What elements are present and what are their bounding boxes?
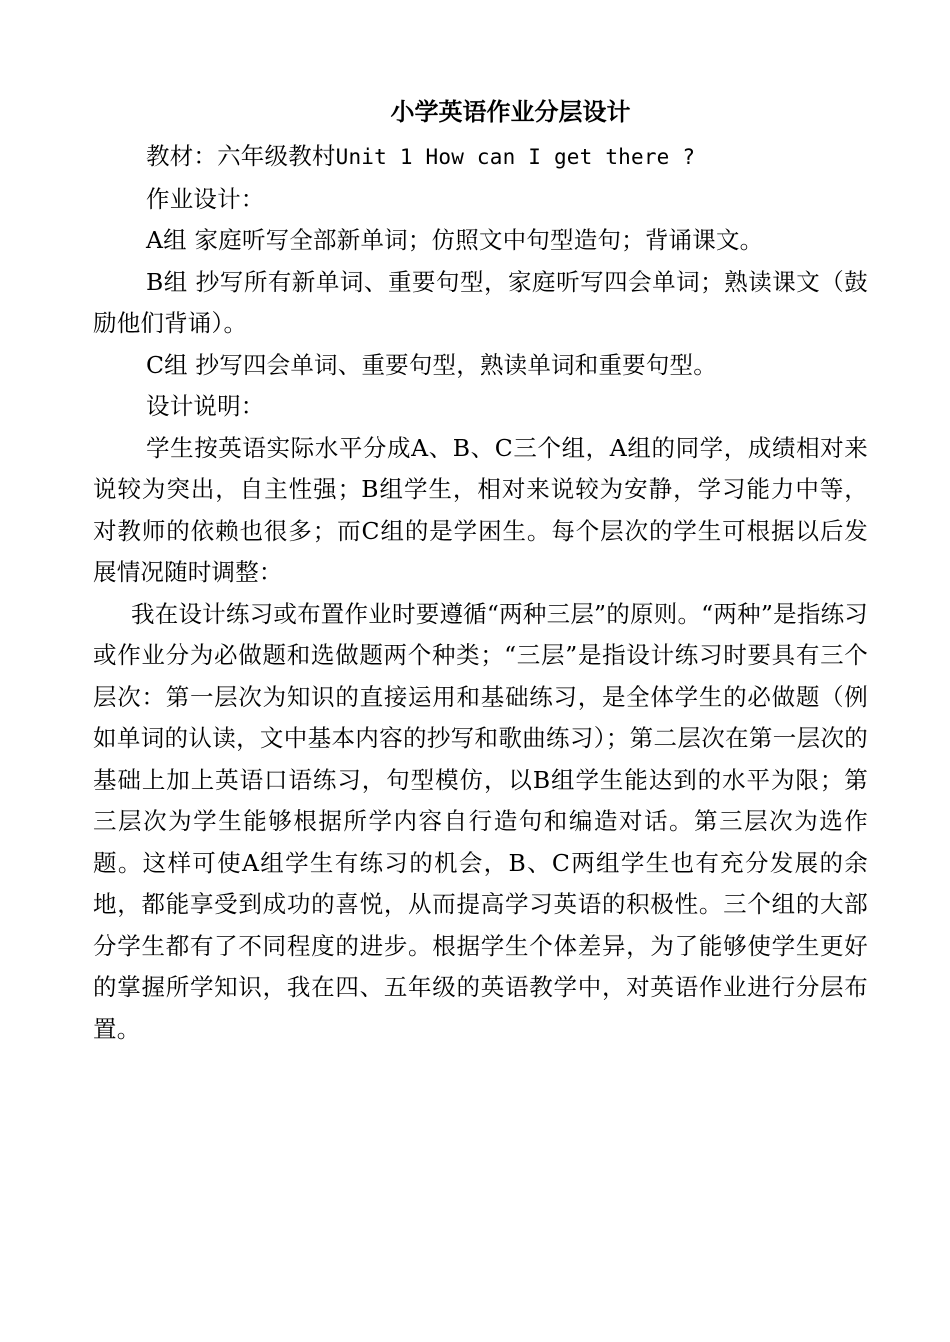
textbook-unit: Unit 1 How can I get there ? <box>335 145 696 169</box>
textbook-line <box>93 136 868 179</box>
group-c-paragraph: C组 抄写四会单词、重要句型，熟读单词和重要句型。 <box>146 350 717 379</box>
explanation-paragraph-2: 我在设计练习或布置作业时要遵循“两种三层”的原则。“两种”是指练习或作业分为必做题和选做题两个种类；“三层”是指设计练习时要具有三个层次：第一层次为知识的直接运用和基础练习，是全体学生的必做题（例如单词的认读，文中基本内容的抄写和歌曲练习）；第二层次在第一层次的基础上加上英语口语练习，句型模仿，以B组学生能达到的水平为限；第三层次为学生能够根据所学内容自行造句和编造对话。第三层次为选作题。这样可使A组学生有练习的机会，B、C两组学生也有充分发展的余地，都能享受到成功的喜悦，从而提高学习英语的积极性。三个组的大部分学生都有了不同程度的进步。根据学生个体差异，为了能够使学生更好的掌握所学知识，我在四、五年级的英语教学中，对英语作业进行分层布置。 <box>93 599 868 1043</box>
document-page <box>93 92 868 1050</box>
design-heading: 作业设计： <box>146 184 265 213</box>
document-title: 小学英语作业分层设计 <box>390 98 631 126</box>
textbook-label: 教材：六年级教村 <box>146 142 336 170</box>
group-a-paragraph: A组 家庭听写全部新单词；仿照文中句型造句；背诵课文。 <box>146 226 764 254</box>
explanation-paragraph-1: 学生按英语实际水平分成A、B、C三个组，A组的同学，成绩相对来说较为突出，自主性强；B组学生，相对来说较为安静，学习能力中等，对教师的依赖也很多；而C组的是学困生。每个层次的学生可根据以后发展情况随时调整： <box>93 433 868 586</box>
explanation-heading: 设计说明： <box>146 392 265 420</box>
group-b-paragraph: B组 抄写所有新单词、重要句型，家庭听写四会单词；熟读课文（鼓励他们背诵）。 <box>93 267 868 337</box>
